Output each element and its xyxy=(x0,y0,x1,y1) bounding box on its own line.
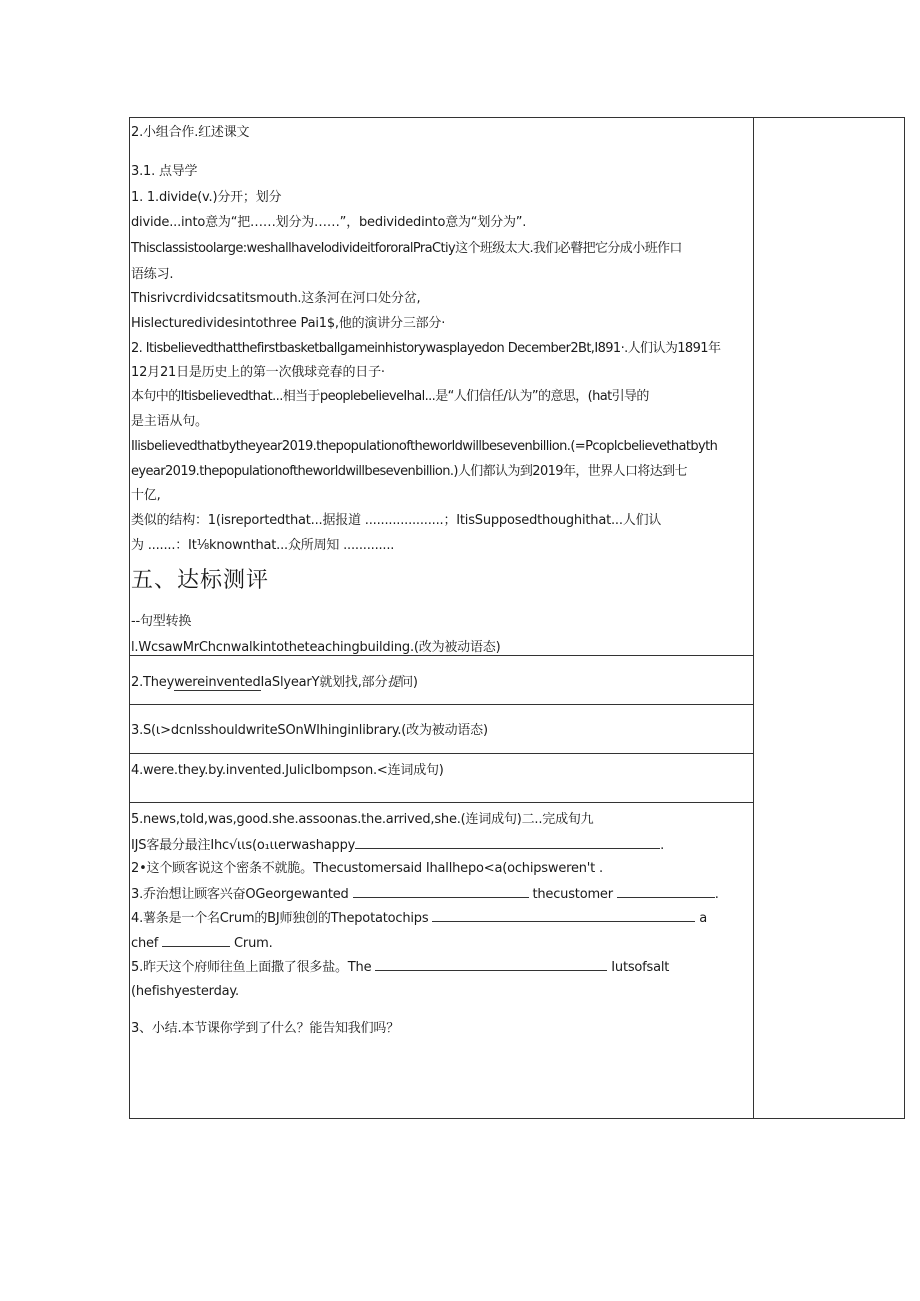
divide-example-1-cont: 语练习. xyxy=(131,267,174,282)
row-divider-2 xyxy=(129,704,754,705)
section-five-heading: 五、达标测评 xyxy=(131,568,270,593)
completion-5: 5.昨天这个府师往鱼上面撒了很多盐。The Iutsofsalt xyxy=(131,960,670,975)
exercise-1: l.WcsawMrChcnwalkintotheteachingbuilding.(改为被动语态) xyxy=(131,640,501,655)
answer-blank[interactable] xyxy=(432,909,695,922)
row-divider-4 xyxy=(129,802,754,803)
believed-example-end: 十亿, xyxy=(131,488,161,503)
believed-explanation: 本句中的Itisbelievedthat...相当于peoplebelieveIhal...是“人们信任/认为”的意思，(hat引导的 xyxy=(131,389,649,404)
row-divider-3 xyxy=(129,753,754,754)
exercise-5: 5.news,told,was,good.she.assoonas.the.arrived,she.(连词成句)二..完成旬九 xyxy=(131,812,594,827)
completion-1: IJS客最分最注Ihc√ιιs(o₁ιιerwashappy . xyxy=(131,838,665,853)
divide-example-2: Thisrivcrdividcsatitsmouth.这条河在河口处分岔, xyxy=(131,291,421,306)
similar-structures: 类似的结构：1(isreportedthat...据报道 ....................；ItisSupposedthoughithat...人们认 xyxy=(131,513,662,528)
completion-3: 3.乔治想让顾客兴奋OGeorgewanted thecustomer . xyxy=(131,887,719,902)
completion-5-cont: (hefishyesterday. xyxy=(131,984,239,999)
answer-blank[interactable] xyxy=(355,836,660,849)
divide-example-3: Hislecturedividesintothree Pai1$,他的演讲分三部分· xyxy=(131,316,446,331)
exercise-2: 2.TheywereinventedIaSlyearY就划找,部分提问) xyxy=(131,675,418,690)
similar-structures-cont: 为 .......：It⅛knownthat...众所周知 ............. xyxy=(131,538,395,553)
believed-sentence: 2. Itisbelievedthatthefirstbasketballgameinhistorywasplayedon December2Bt,I891·.人们认为1891年 xyxy=(131,341,721,356)
answer-blank[interactable] xyxy=(162,934,230,947)
believed-example-cont: eyear2019.thepopulationoftheworldwillbesevenbillion.)人们都认为到2019年，世界人口将达到七 xyxy=(131,464,687,479)
group-work-heading: 2.小组合作.红述课文 xyxy=(131,125,250,140)
sentence-transformation-heading: --句型转换 xyxy=(131,614,192,629)
summary-question: 3、小结.本节课你学到了什么？能告知我们吗？ xyxy=(131,1021,400,1036)
completion-4: 4.薯条是一个名Crum的BJ师独创的Thepotatochips a xyxy=(131,911,708,926)
believed-example: Ilisbelievedthatbytheyear2019.thepopulationoftheworldwillbesevenbillion.(=Pcoplcbelievethatbyth xyxy=(131,439,718,454)
divide-example-1: Thisclassistoolarge:weshallhaveIodivideitfororalPraCtiy这个班级太大.我们必瞽把它分成小班作口 xyxy=(131,241,682,256)
believed-sentence-cont: 12月21日是历史上的第一次俄球竞春的日子· xyxy=(131,365,385,380)
exercise-4: 4.were.they.by.invented.JulicIbompson.<连词成句) xyxy=(131,763,444,778)
answer-blank[interactable] xyxy=(375,958,607,971)
answer-blank[interactable] xyxy=(353,885,529,898)
answer-blank[interactable] xyxy=(617,885,715,898)
completion-2: 2•这个顾客说这个密条不就脆。Thecustomersaid Ihallhepo<a(ochipsweren't . xyxy=(131,861,603,876)
exercise-2-underlined: wereinvented xyxy=(174,675,261,690)
key-points-heading: 3.1. 点导学 xyxy=(131,164,198,179)
divide-usage: divide...into意为“把……划分为……”，bedividedinto意为“划分为”. xyxy=(131,215,527,230)
column-divider xyxy=(753,117,754,1119)
believed-explanation-cont: 是主语从句。 xyxy=(131,414,208,429)
divide-definition: 1. 1.divide(v.)分开；划分 xyxy=(131,190,282,205)
exercise-3: 3.S(ι>dcnlsshouldwriteSOnWIhinginlibrary.(改为被动语态) xyxy=(131,723,488,738)
completion-4-cont: chef Crum. xyxy=(131,936,273,951)
